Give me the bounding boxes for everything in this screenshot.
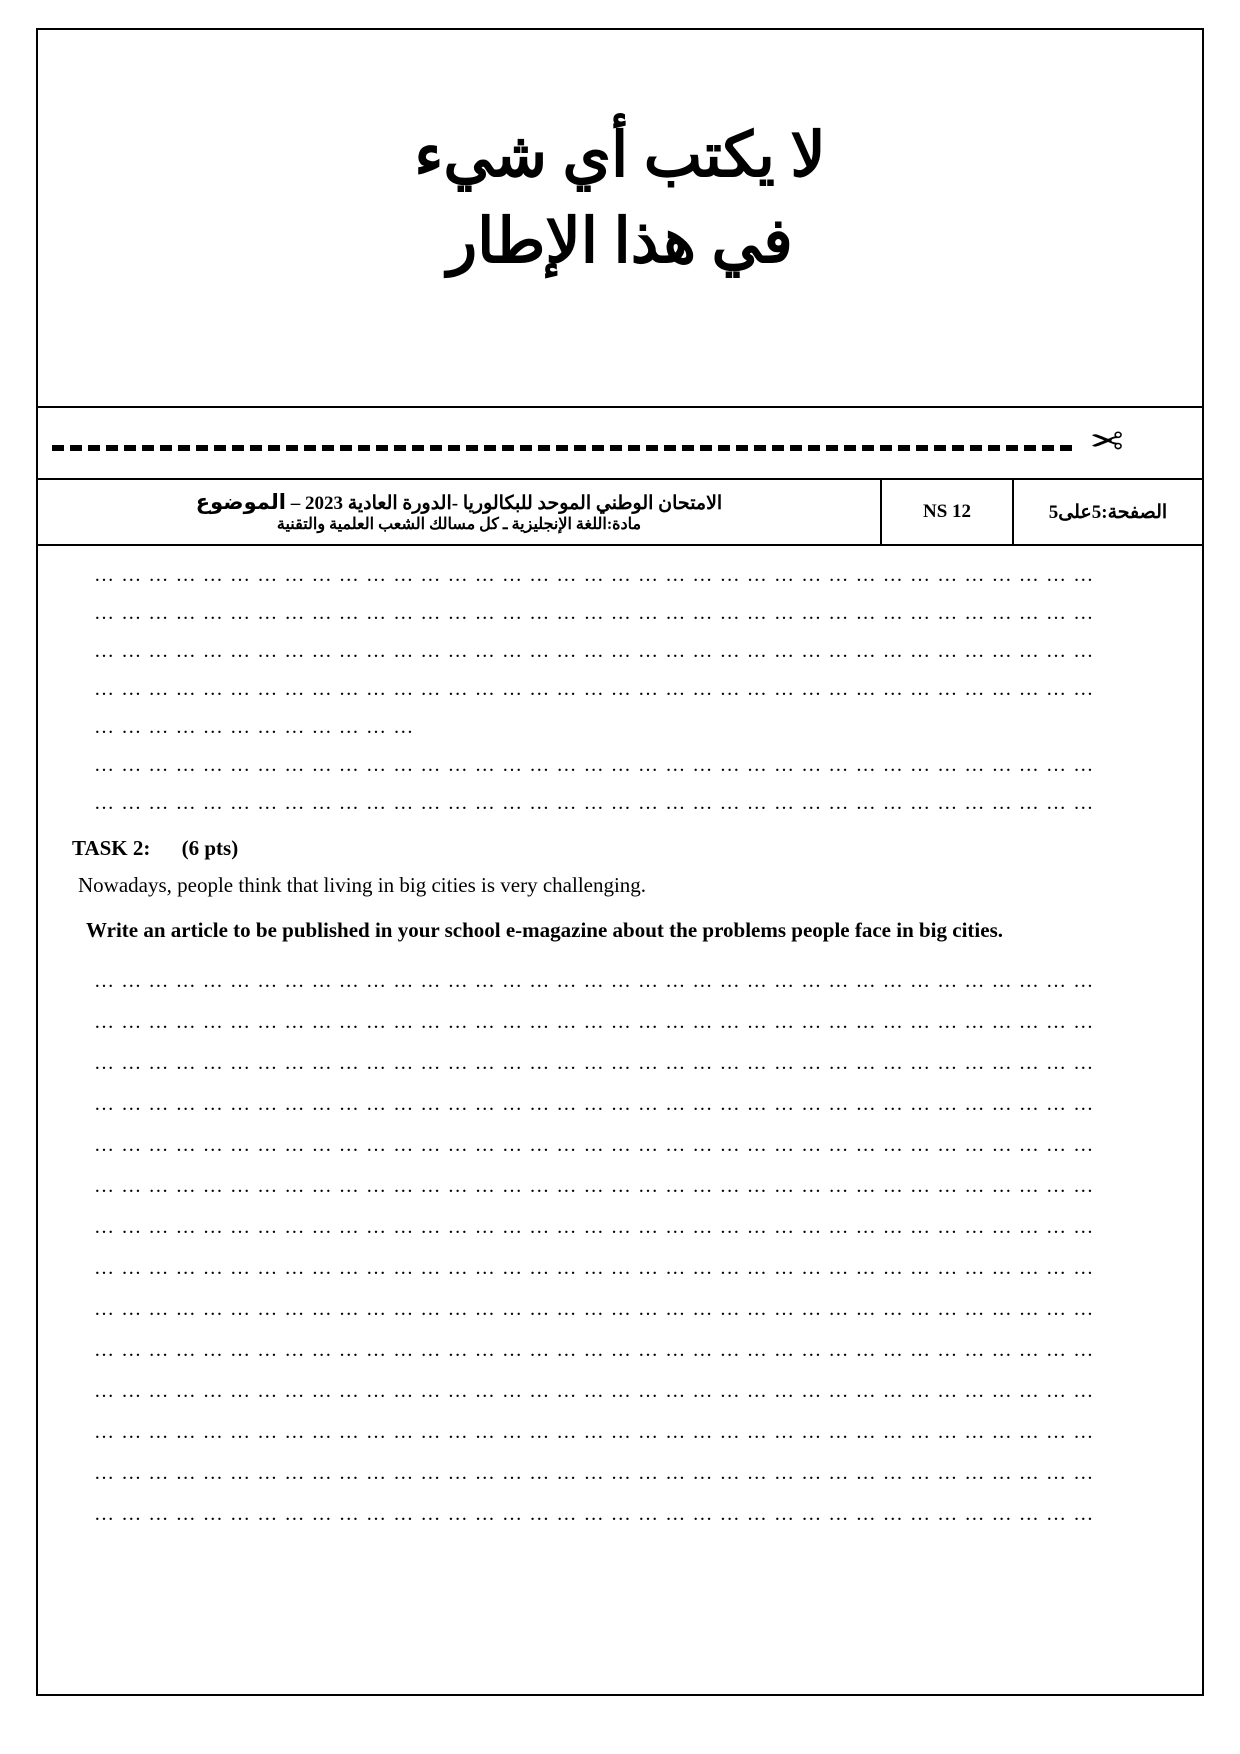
exam-subject-line: مادة:اللغة الإنجليزية ـ كل مسالك الشعب العلمية والتقنية (276, 516, 642, 533)
do-not-write-line-1: لا يكتب أي شيء (414, 122, 826, 190)
answer-area (38, 546, 1202, 1694)
task-points: (6 pts) (181, 836, 239, 860)
dotted-line: ………………………………………………………………………………………………… (94, 754, 1101, 776)
subject-word: الموضوع (195, 490, 286, 514)
dotted-line-short: ……………………………… (94, 716, 421, 738)
dotted-line: ………………………………………………………………………………………………… (94, 1051, 1101, 1074)
top-answer-lines (94, 556, 1156, 822)
task-title: TASK 2: (72, 836, 151, 860)
dotted-line: ………………………………………………………………………………………………… (94, 1379, 1101, 1402)
dotted-line: ………………………………………………………………………………………………… (94, 1420, 1101, 1443)
dotted-line: ………………………………………………………………………………………………… (94, 678, 1101, 700)
dotted-line: ………………………………………………………………………………………………… (94, 1174, 1101, 1197)
dotted-line: ………………………………………………………………………………………………… (94, 792, 1101, 814)
dotted-line: ………………………………………………………………………………………………… (94, 1133, 1101, 1156)
exam-page (36, 28, 1204, 1696)
dotted-line: ………………………………………………………………………………………………… (94, 564, 1101, 586)
dotted-line: ………………………………………………………………………………………………… (94, 1502, 1101, 1525)
dotted-line: ………………………………………………………………………………………………… (94, 602, 1101, 624)
scissors-icon: ✂ (1090, 419, 1124, 464)
dotted-line: ………………………………………………………………………………………………… (94, 640, 1101, 662)
do-not-write-line-2: في هذا الإطار (447, 207, 793, 276)
dotted-line: ………………………………………………………………………………………………… (94, 969, 1101, 992)
task-instruction: Write an article to be published in your school e-magazine about the problems people face in big cities. (86, 918, 1003, 942)
dotted-line: ………………………………………………………………………………………………… (94, 1215, 1101, 1238)
task-context: Nowadays, people think that living in big cities is very challenging. (78, 873, 647, 897)
exam-title-line (196, 490, 722, 515)
do-not-write-notice (414, 114, 825, 285)
dotted-line: ………………………………………………………………………………………………… (94, 1256, 1101, 1279)
exam-title-cell (38, 480, 880, 544)
exam-code-cell (880, 480, 1012, 544)
page-number-label: الصفحة:5على5 (1048, 501, 1168, 523)
dashed-line (52, 445, 1072, 451)
answer-lines (94, 961, 1156, 1535)
exam-code-label: NS 12 (922, 501, 972, 522)
dotted-line: ………………………………………………………………………………………………… (94, 1338, 1101, 1361)
cut-line (38, 419, 1202, 468)
dotted-line: ………………………………………………………………………………………………… (94, 1092, 1101, 1115)
dotted-line: ………………………………………………………………………………………………… (94, 1010, 1101, 1033)
exam-title-text: الامتحان الوطني الموحد للبكالوريا -الدورة العادية 2023 – (290, 493, 723, 514)
task-heading (72, 836, 1156, 861)
page-number-cell (1012, 480, 1202, 544)
dotted-line: ………………………………………………………………………………………………… (94, 1297, 1101, 1320)
exam-header (38, 478, 1202, 546)
dotted-line: ………………………………………………………………………………………………… (94, 1461, 1101, 1484)
do-not-write-box (38, 30, 1202, 408)
